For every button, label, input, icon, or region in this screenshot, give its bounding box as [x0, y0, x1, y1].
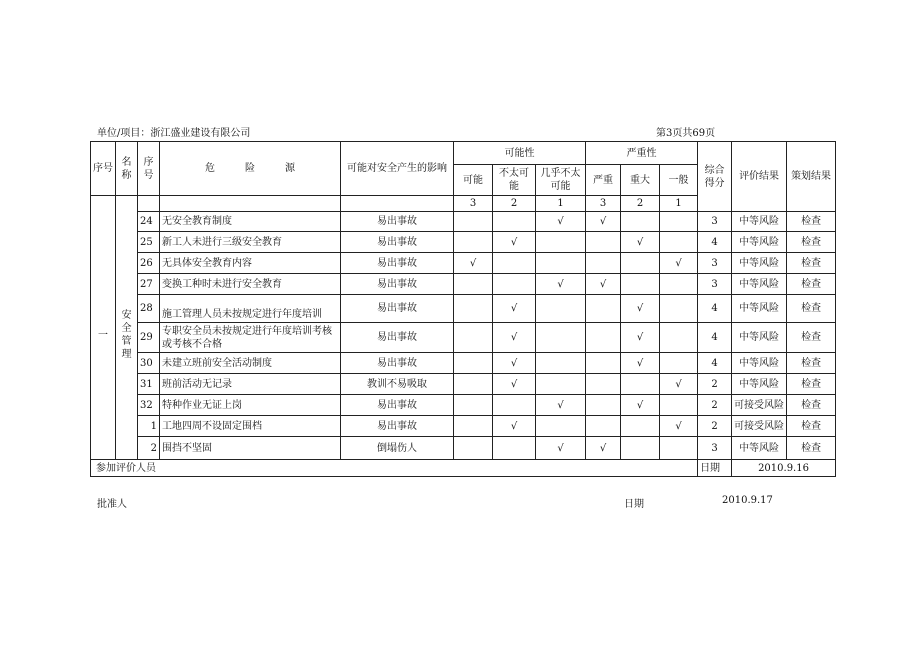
weight-l1: 1: [536, 196, 586, 212]
row-score: 4: [698, 295, 732, 323]
weight-s2: 2: [621, 196, 660, 212]
col-s-low: 一般: [660, 165, 698, 196]
row-impact: 易出事故: [341, 295, 454, 323]
severity-cell: √: [621, 353, 660, 374]
col-likelihood-header: 可能性: [454, 142, 586, 165]
row-impact: 倒塌伤人: [341, 437, 454, 460]
severity-cell: [621, 437, 660, 460]
row-impact: 易出事故: [341, 323, 454, 353]
row-score: 4: [698, 323, 732, 353]
row-result: 中等风险: [732, 212, 787, 232]
row-result: 中等风险: [732, 232, 787, 253]
col-s-high: 严重: [586, 165, 621, 196]
likelihood-cell: [454, 437, 493, 460]
severity-cell: [660, 437, 698, 460]
unit-label: 单位/项目：浙江盛业建设有限公司: [97, 128, 251, 139]
severity-cell: [621, 374, 660, 395]
col-seq-header: 序号: [91, 142, 116, 196]
severity-cell: √: [586, 437, 621, 460]
likelihood-cell: [454, 274, 493, 295]
table-row: [91, 212, 836, 232]
likelihood-cell: √: [536, 274, 586, 295]
severity-cell: [660, 212, 698, 232]
row-score: 3: [698, 274, 732, 295]
approval-date: 2010.9.17: [722, 495, 773, 506]
likelihood-cell: [454, 323, 493, 353]
likelihood-cell: √: [536, 437, 586, 460]
row-number: 25: [138, 232, 160, 253]
likelihood-cell: [536, 374, 586, 395]
col-l-low: 几乎不太可能: [536, 165, 586, 196]
row-plan: 检查: [787, 232, 836, 253]
likelihood-cell: [454, 353, 493, 374]
table-row: [91, 395, 836, 416]
severity-cell: [586, 232, 621, 253]
row-score: 2: [698, 395, 732, 416]
row-hazard: 工地四周不设固定围档: [160, 416, 341, 437]
severity-cell: [586, 374, 621, 395]
col-impact-header: 可能对安全产生的影响: [341, 142, 454, 196]
row-hazard: 专职安全员未按规定进行年度培训考核或考核不合格: [160, 323, 341, 353]
severity-cell: [621, 416, 660, 437]
participants-date-label: 日期: [698, 460, 732, 477]
row-hazard: 特种作业无证上岗: [160, 395, 341, 416]
row-hazard: 变换工种时未进行安全教育: [160, 274, 341, 295]
severity-cell: [586, 295, 621, 323]
severity-cell: [660, 232, 698, 253]
group-seq: 一: [91, 212, 116, 460]
row-plan: 检查: [787, 416, 836, 437]
likelihood-cell: √: [536, 395, 586, 416]
row-score: 4: [698, 353, 732, 374]
severity-cell: [660, 274, 698, 295]
severity-cell: [660, 353, 698, 374]
table-row: [91, 416, 836, 437]
approval-label: 批准人: [97, 499, 127, 510]
col-name-header: 名称: [116, 142, 138, 196]
severity-cell: [621, 274, 660, 295]
col-result-header: 评价结果: [732, 142, 787, 212]
row-score: 3: [698, 437, 732, 460]
severity-cell: [586, 353, 621, 374]
row-score: 3: [698, 253, 732, 274]
row-number: 26: [138, 253, 160, 274]
row-result: 中等风险: [732, 295, 787, 323]
row-result: 中等风险: [732, 253, 787, 274]
row-plan: 检查: [787, 353, 836, 374]
weight-l2: 2: [493, 196, 536, 212]
participants-date: 2010.9.16: [732, 460, 836, 477]
row-impact: 易出事故: [341, 353, 454, 374]
row-plan: 检查: [787, 274, 836, 295]
row-number: 30: [138, 353, 160, 374]
table-row: [91, 374, 836, 395]
row-number: 29: [138, 323, 160, 353]
severity-cell: [660, 395, 698, 416]
row-impact: 易出事故: [341, 232, 454, 253]
likelihood-cell: [454, 416, 493, 437]
likelihood-cell: √: [493, 323, 536, 353]
table-row: [91, 295, 836, 323]
col-hazard-header: 危 险 源: [160, 142, 341, 196]
severity-cell: [586, 253, 621, 274]
likelihood-cell: [493, 274, 536, 295]
weight-s3: 3: [586, 196, 621, 212]
row-plan: 检查: [787, 253, 836, 274]
row-impact: 易出事故: [341, 395, 454, 416]
col-severity-header: 严重性: [586, 142, 698, 165]
row-number: 32: [138, 395, 160, 416]
likelihood-cell: [454, 232, 493, 253]
col-seq2-header: 序号: [138, 142, 160, 196]
row-number: 24: [138, 212, 160, 232]
row-hazard: 无安全教育制度: [160, 212, 341, 232]
row-impact: 教训不易吸取: [341, 374, 454, 395]
col-l-high: 可能: [454, 165, 493, 196]
row-score: 2: [698, 374, 732, 395]
table-row: [91, 323, 836, 353]
likelihood-cell: √: [493, 295, 536, 323]
row-result: 中等风险: [732, 274, 787, 295]
row-plan: 检查: [787, 212, 836, 232]
table-row: [91, 437, 836, 460]
severity-cell: [621, 212, 660, 232]
row-result: 可接受风险: [732, 416, 787, 437]
row-result: 中等风险: [732, 323, 787, 353]
severity-cell: [660, 323, 698, 353]
likelihood-cell: [536, 232, 586, 253]
row-number: 27: [138, 274, 160, 295]
row-impact: 易出事故: [341, 416, 454, 437]
row-hazard: 班前活动无记录: [160, 374, 341, 395]
participants-label: 参加评价人员: [91, 460, 698, 477]
severity-cell: √: [660, 253, 698, 274]
row-number: 1: [138, 416, 160, 437]
table-row: [91, 253, 836, 274]
table-row: [91, 353, 836, 374]
weight-s1: 1: [660, 196, 698, 212]
severity-cell: [621, 253, 660, 274]
weight-l3: 3: [454, 196, 493, 212]
likelihood-cell: [493, 395, 536, 416]
row-score: 2: [698, 416, 732, 437]
row-impact: 易出事故: [341, 253, 454, 274]
row-result: 中等风险: [732, 437, 787, 460]
page-number: 第3页共69页: [656, 128, 716, 139]
row-number: 28: [138, 295, 160, 323]
likelihood-cell: [493, 212, 536, 232]
severity-cell: √: [621, 395, 660, 416]
severity-cell: √: [621, 232, 660, 253]
severity-cell: √: [660, 374, 698, 395]
likelihood-cell: [454, 295, 493, 323]
severity-cell: √: [621, 295, 660, 323]
row-score: 4: [698, 232, 732, 253]
row-result: 可接受风险: [732, 395, 787, 416]
severity-cell: √: [621, 323, 660, 353]
likelihood-cell: [493, 437, 536, 460]
likelihood-cell: √: [493, 416, 536, 437]
likelihood-cell: [536, 416, 586, 437]
row-number: 2: [138, 437, 160, 460]
col-l-mid: 不太可能: [493, 165, 536, 196]
table-row: [91, 274, 836, 295]
likelihood-cell: [493, 253, 536, 274]
row-result: 中等风险: [732, 374, 787, 395]
likelihood-cell: [454, 395, 493, 416]
row-plan: 检查: [787, 395, 836, 416]
group-name: 安全管理: [116, 212, 138, 460]
likelihood-cell: [536, 353, 586, 374]
likelihood-cell: [536, 253, 586, 274]
col-plan-header: 策划结果: [787, 142, 836, 212]
row-hazard: 无具体安全教育内容: [160, 253, 341, 274]
row-hazard: 新工人未进行三级安全教育: [160, 232, 341, 253]
likelihood-cell: [454, 212, 493, 232]
severity-cell: √: [660, 416, 698, 437]
risk-assessment-table: [90, 141, 836, 477]
severity-cell: √: [586, 274, 621, 295]
likelihood-cell: [536, 295, 586, 323]
severity-cell: [660, 295, 698, 323]
row-plan: 检查: [787, 437, 836, 460]
likelihood-cell: [536, 323, 586, 353]
row-plan: 检查: [787, 295, 836, 323]
severity-cell: [586, 323, 621, 353]
likelihood-cell: √: [454, 253, 493, 274]
severity-cell: √: [586, 212, 621, 232]
likelihood-cell: √: [493, 353, 536, 374]
row-score: 3: [698, 212, 732, 232]
col-score-header: 综合得分: [698, 142, 732, 212]
row-plan: 检查: [787, 374, 836, 395]
likelihood-cell: √: [536, 212, 586, 232]
approval-date-label: 日期: [624, 499, 644, 510]
row-number: 31: [138, 374, 160, 395]
likelihood-cell: [454, 374, 493, 395]
severity-cell: [586, 395, 621, 416]
likelihood-cell: √: [493, 232, 536, 253]
row-impact: 易出事故: [341, 212, 454, 232]
row-hazard: 未建立班前安全活动制度: [160, 353, 341, 374]
row-result: 中等风险: [732, 353, 787, 374]
col-s-mid: 重大: [621, 165, 660, 196]
table-row: [91, 232, 836, 253]
row-impact: 易出事故: [341, 274, 454, 295]
row-hazard: 围挡不坚固: [160, 437, 341, 460]
row-plan: 检查: [787, 323, 836, 353]
severity-cell: [586, 416, 621, 437]
likelihood-cell: √: [493, 374, 536, 395]
row-hazard: 施工管理人员未按规定进行年度培训: [160, 295, 341, 323]
participants-row: [91, 460, 836, 477]
